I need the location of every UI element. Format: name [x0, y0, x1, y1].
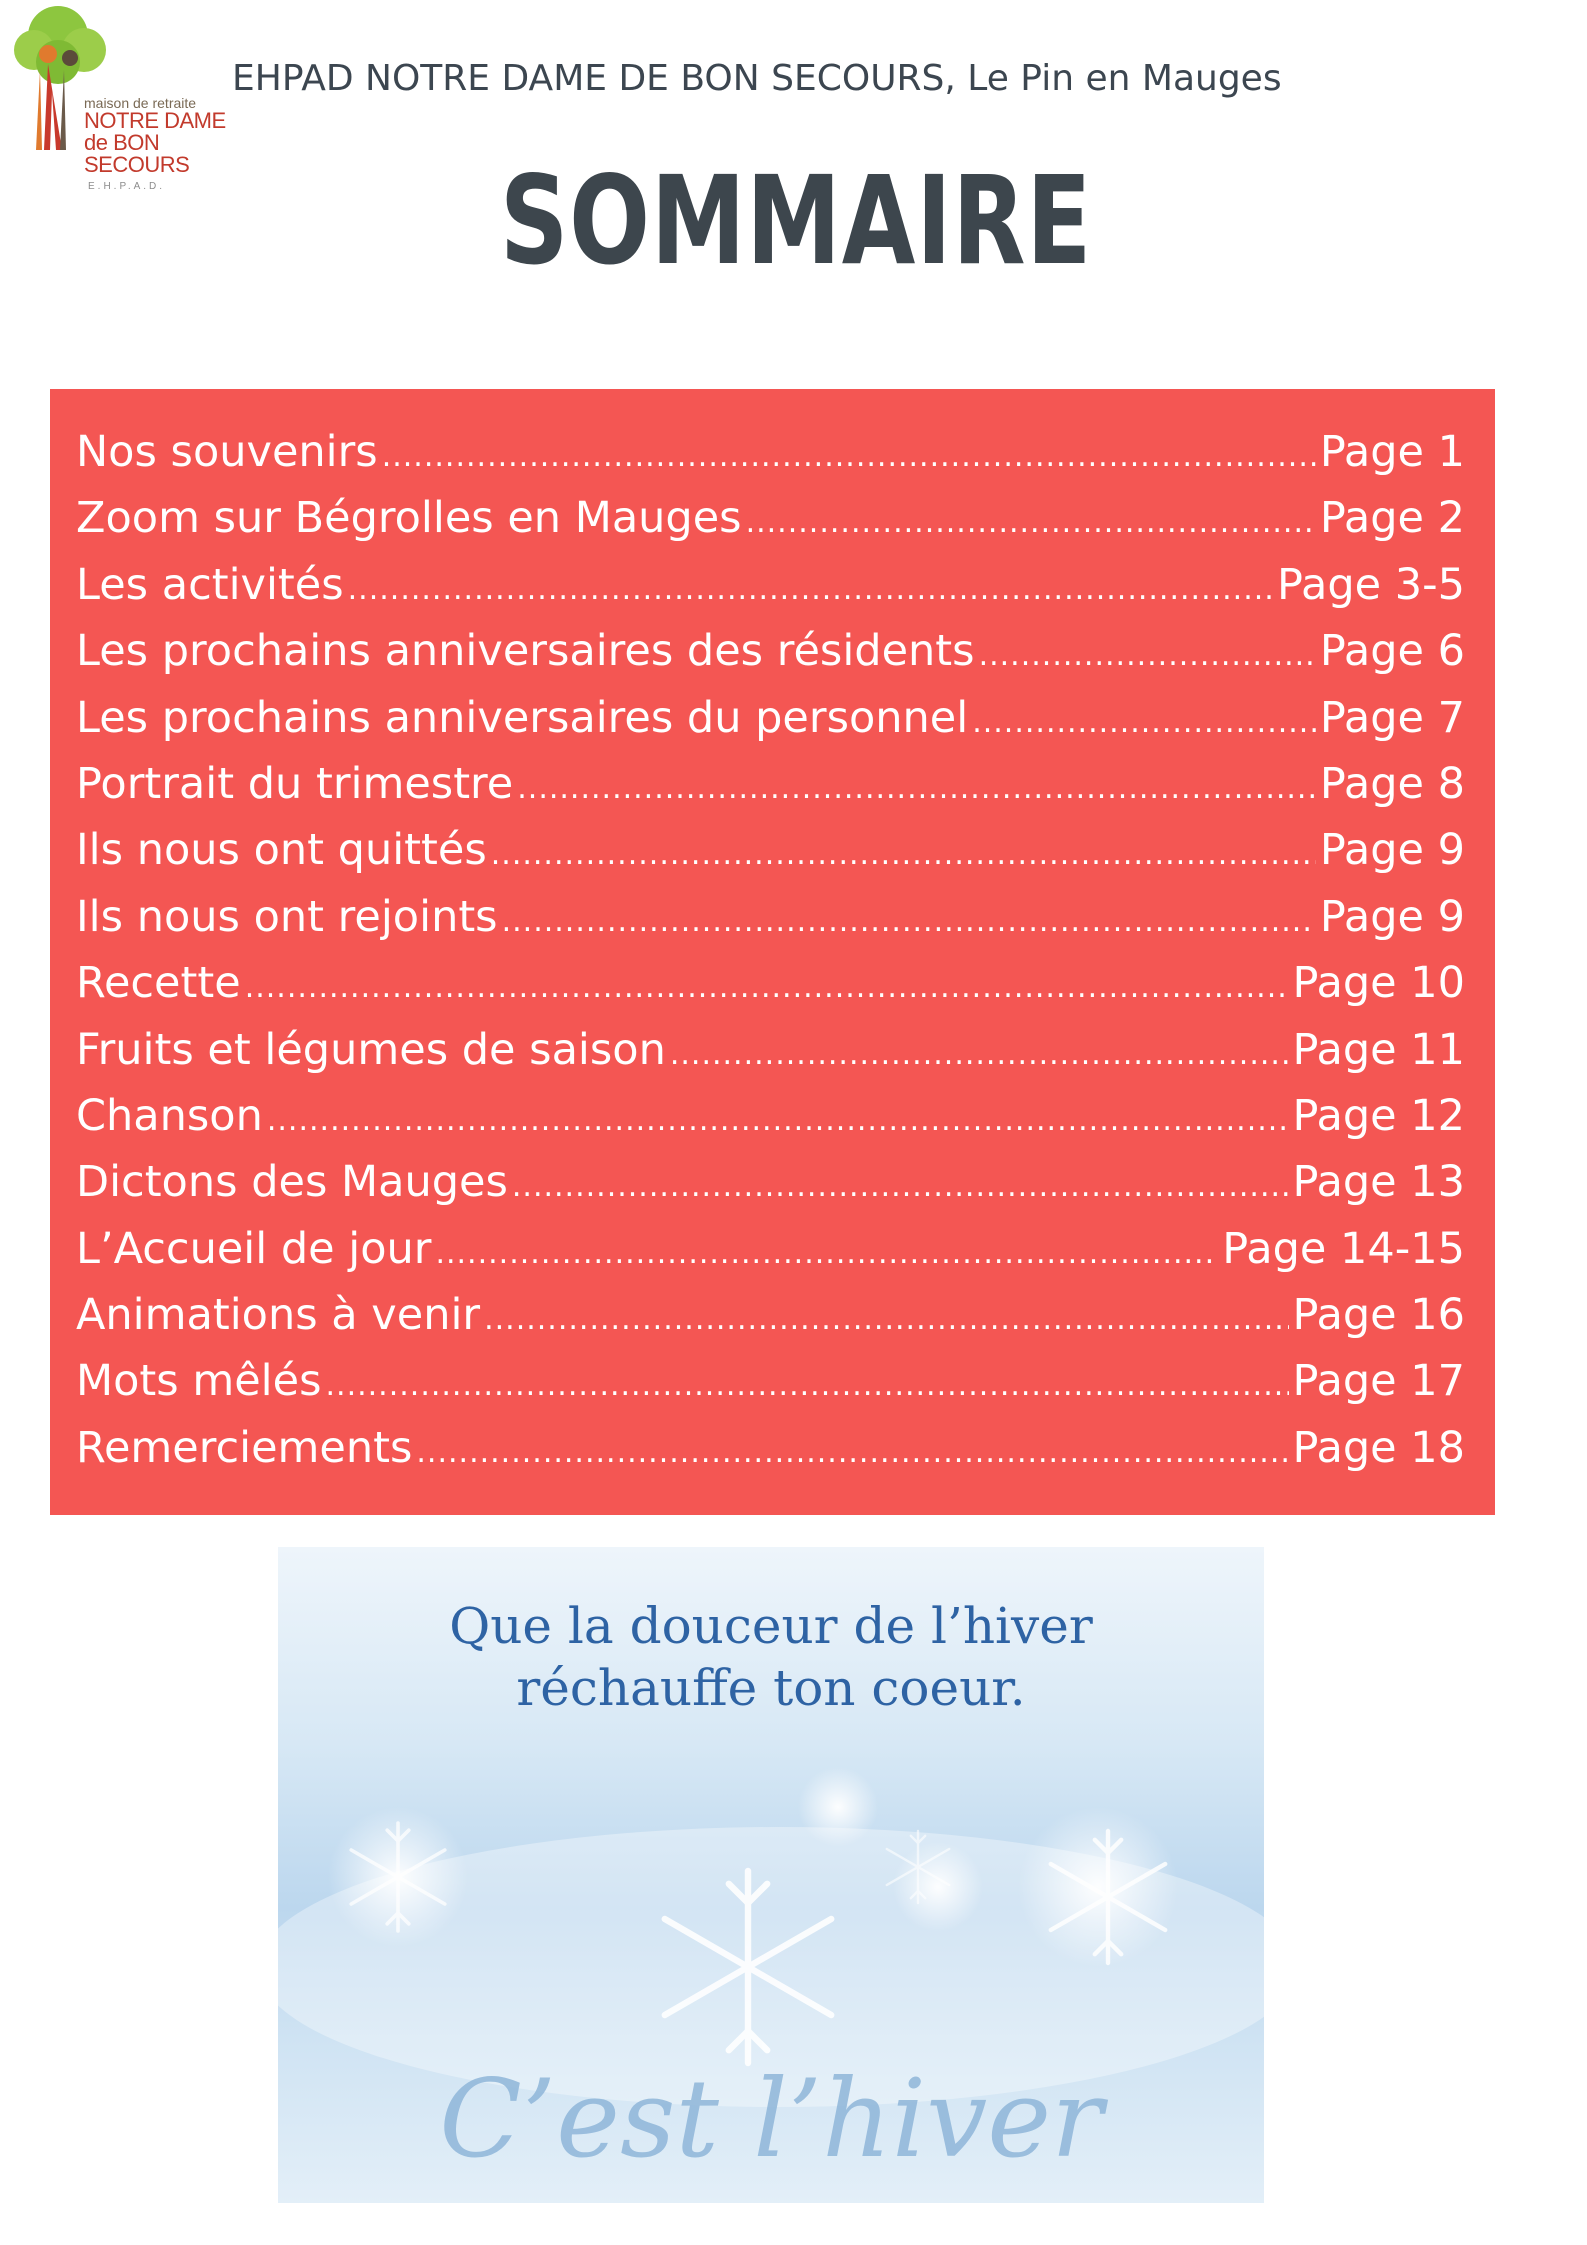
toc-row[interactable]	[76, 1356, 1465, 1422]
toc-page: Page 16	[1292, 1290, 1465, 1341]
toc-leader	[502, 904, 1316, 939]
toc-row[interactable]	[76, 1157, 1465, 1223]
toc-label: Remerciements	[76, 1422, 413, 1473]
toc-leader	[517, 771, 1316, 806]
toc-row[interactable]	[76, 1224, 1465, 1290]
toc-page: Page 18	[1292, 1422, 1465, 1473]
toc-label: Chanson	[76, 1090, 263, 1141]
toc-label: L’Accueil de jour	[76, 1223, 432, 1274]
toc-page: Page 9	[1319, 825, 1465, 876]
toc-leader	[267, 1103, 1289, 1138]
toc-row[interactable]	[76, 427, 1465, 493]
toc-label: Mots mêlés	[76, 1356, 322, 1407]
toc-leader	[746, 505, 1316, 540]
toc-label: Les activités	[76, 559, 344, 610]
toc-row[interactable]	[76, 693, 1465, 759]
toc-leader	[435, 1236, 1218, 1271]
card-greeting-line1: Que la douceur de l’hiver	[449, 1597, 1093, 1655]
toc-label: Dictons des Mauges	[76, 1157, 508, 1208]
toc-page: Page 8	[1319, 758, 1465, 809]
toc-leader	[245, 970, 1289, 1005]
toc-row[interactable]	[76, 1290, 1465, 1356]
page-title: SOMMAIRE	[499, 150, 1093, 292]
toc-label: Les prochains anniversaires du personnel	[76, 692, 969, 743]
logo-name-line2: de BON SECOURS	[84, 130, 190, 177]
toc-page: Page 6	[1319, 626, 1465, 677]
toc-leader	[491, 837, 1316, 872]
toc-leader	[670, 1037, 1289, 1072]
toc-page: Page 17	[1292, 1356, 1465, 1407]
toc-row[interactable]	[76, 1025, 1465, 1091]
toc-leader	[484, 1302, 1288, 1337]
toc-row[interactable]	[76, 759, 1465, 825]
toc-label: Recette	[76, 958, 241, 1009]
toc-page: Page 11	[1292, 1024, 1465, 1075]
toc-page: Page 2	[1319, 493, 1465, 544]
toc-leader	[512, 1169, 1289, 1204]
toc-row[interactable]	[76, 825, 1465, 891]
toc-row[interactable]	[76, 1091, 1465, 1157]
toc-page: Page 3-5	[1277, 559, 1465, 610]
toc-page: Page 1	[1319, 427, 1465, 477]
card-greeting-line2: réchauffe ton coeur.	[516, 1659, 1026, 1717]
toc-page: Page 13	[1292, 1157, 1465, 1208]
logo-ehpad: E.H.P.A.D.	[88, 181, 166, 192]
toc-label: Ils nous ont rejoints	[76, 891, 498, 942]
card-caption: C’est l’hiver	[439, 2057, 1103, 2182]
toc-row[interactable]	[76, 892, 1465, 958]
toc-label: Fruits et légumes de saison	[76, 1024, 666, 1075]
toc-page: Page 7	[1319, 692, 1465, 743]
toc-row[interactable]	[76, 626, 1465, 692]
toc-row[interactable]	[76, 560, 1465, 626]
logo-subtitle: maison de retraite	[84, 95, 197, 111]
toc-page: Page 9	[1319, 891, 1465, 942]
logo-name-line1: NOTRE DAME	[84, 108, 226, 133]
toc-leader	[979, 638, 1316, 673]
toc-leader	[382, 439, 1316, 474]
toc-leader	[972, 705, 1316, 740]
page-header: EHPAD NOTRE DAME DE BON SECOURS, Le Pin en Mauges	[232, 58, 1282, 99]
toc-label: Portrait du trimestre	[76, 758, 514, 809]
toc-label: Animations à venir	[76, 1290, 481, 1341]
toc-label: Les prochains anniversaires des résidents	[76, 626, 975, 677]
toc-label: Ils nous ont quittés	[76, 825, 487, 876]
toc-row[interactable]	[76, 493, 1465, 559]
toc-row[interactable]	[76, 1423, 1465, 1489]
toc-row[interactable]	[76, 958, 1465, 1024]
toc-leader	[348, 572, 1273, 607]
toc-leader	[416, 1435, 1288, 1470]
toc-page: Page 14-15	[1222, 1223, 1465, 1274]
toc-page: Page 10	[1292, 958, 1465, 1009]
toc-leader	[326, 1368, 1289, 1403]
toc-page: Page 12	[1292, 1090, 1465, 1141]
winter-card-image	[278, 1547, 1264, 2203]
table-of-contents	[50, 389, 1495, 1515]
toc-label: Zoom sur Bégrolles en Mauges	[76, 493, 742, 544]
toc-label: Nos souvenirs	[76, 427, 378, 477]
